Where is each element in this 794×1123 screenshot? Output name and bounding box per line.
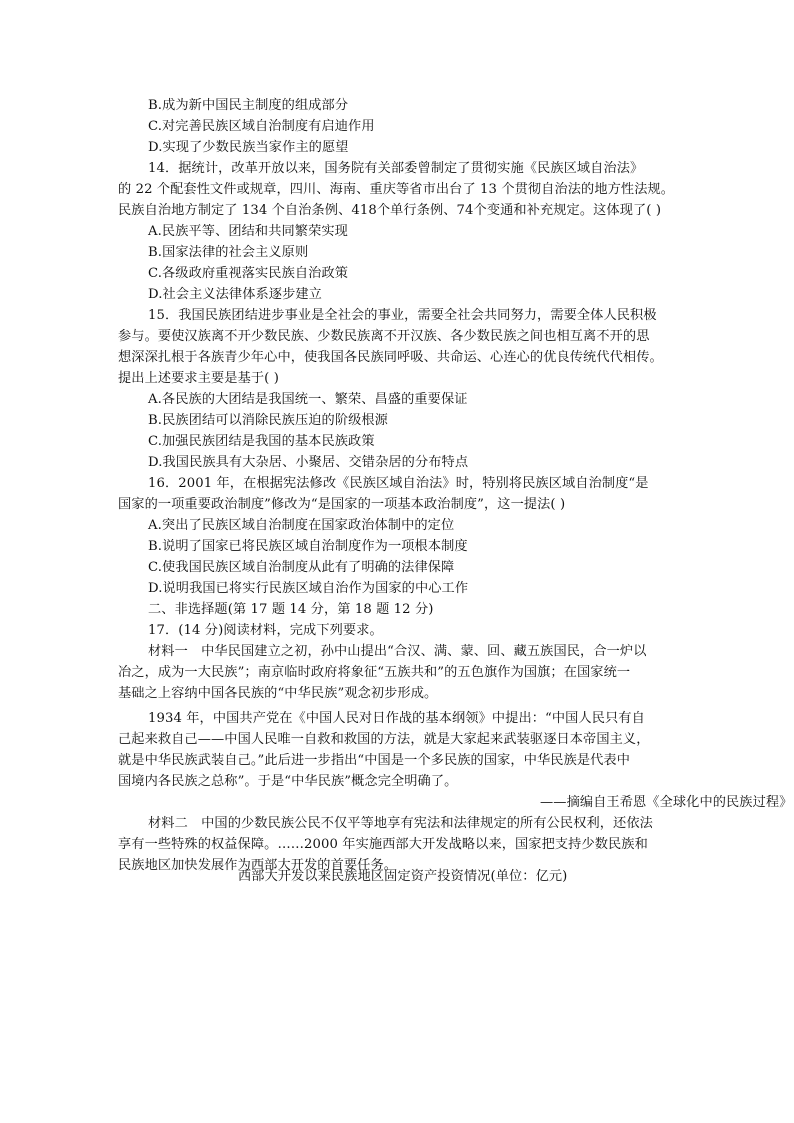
source-citation: ——摘编自王希恩《全球化中的民族过程》: [540, 795, 793, 810]
material-one-line: 1934 年，中国共产党在《中国人民对日作战的基本纲领》中提出：“中国人民只有自: [148, 711, 645, 726]
q16-stem-line: 16．2001 年，在根据宪法修改《民族区域自治法》时，特别将民族区域自治制度“是: [148, 476, 649, 491]
q15-stem-line: 提出上述要求主要是基于( ): [118, 371, 279, 386]
q13-option-c: C.对完善民族区域自治制度有启迪作用: [148, 119, 375, 134]
q16-option-b: B.说明了国家已将民族区域自治制度作为一项根本制度: [148, 539, 468, 554]
material-one-line: 基础之上容纳中国各民族的“中华民族”观念初步形成。: [118, 686, 438, 701]
material-one-line: 材料一 中华民国建立之初，孙中山提出“合汉、满、蒙、回、藏五族国民，合一炉以: [148, 644, 647, 659]
q14-option-c: C.各级政府重视落实民族自治政策: [148, 266, 349, 281]
q15-option-d: D.我国民族具有大杂居、小聚居、交错杂居的分布特点: [148, 455, 469, 470]
q15-option-c: C.加强民族团结是我国的基本民族政策: [148, 434, 375, 449]
q16-option-d: D.说明我国已将实行民族区域自治作为国家的中心工作: [148, 581, 469, 596]
q14-option-b: B.国家法律的社会主义原则: [148, 245, 309, 260]
material-one-line: 己起来救自己——中国人民唯一自救和救国的方法，就是大家起来武装驱逐日本帝国主义，: [118, 732, 650, 747]
q14-stem-line: 的 22 个配套性文件或规章，四川、海南、重庆等省市出台了 13 个贯彻自治法的地方性法规。: [118, 182, 675, 197]
q17-stem: 17．(14 分)阅读材料，完成下列要求。: [148, 623, 383, 638]
q15-option-b: B.民族团结可以消除民族压迫的阶级根源: [148, 413, 388, 428]
q15-stem-line: 15．我国民族团结进步事业是全社会的事业，需要全社会共同努力，需要全体人民积极: [148, 308, 657, 323]
material-two-line: 材料二 中国的少数民族公民不仅平等地享有宪法和法律规定的所有公民权利，还依法: [148, 816, 653, 831]
q15-stem-line: 参与。要使汉族离不开少数民族、少数民族离不开汉族、各少数民族之间也相互离不开的思: [118, 329, 650, 344]
q13-option-d: D.实现了少数民族当家作主的愿望: [148, 140, 349, 155]
section-heading: 二、非选择题(第 17 题 14 分，第 18 题 12 分): [148, 602, 434, 617]
material-one-line: 国境内各民族之总称”。于是“中华民族”概念完全明确了。: [118, 774, 458, 789]
q16-option-a: A.突出了民族区域自治制度在国家政治体制中的定位: [148, 518, 455, 533]
q14-option-d: D.社会主义法律体系逐步建立: [148, 287, 322, 302]
q13-option-b: B.成为新中国民主制度的组成部分: [148, 98, 349, 113]
q14-option-a: A.民族平等、团结和共同繁荣实现: [148, 224, 348, 239]
q15-option-a: A.各民族的大团结是我国统一、繁荣、昌盛的重要保证: [148, 392, 468, 407]
material-one-line: 冶之，成为一大民族”；南京临时政府将象征“五族共和”的五色旗作为国旗；在国家统一: [118, 665, 631, 680]
material-two-line: 民族地区加快发展作为西部大开发的首要任务。: [118, 858, 398, 873]
q15-stem-line: 想深深扎根于各族青少年心中，使我国各民族同呼吸、共命运、心连心的优良传统代代相传。: [118, 350, 663, 365]
q14-stem-line: 14．据统计，改革开放以来，国务院有关部委曾制定了贯彻实施《民族区域自治法》: [148, 161, 644, 176]
table-caption: 西部大开发以来民族地区固定资产投资情况(单位：亿元): [238, 869, 568, 884]
material-two-line: 享有一些特殊的权益保障。……2000 年实施西部大开发战略以来，国家把支持少数民族和: [118, 837, 648, 852]
q14-stem-line: 民族自治地方制定了 134 个自治条例、418个单行条例、74个变通和补充规定。这体现了( ): [118, 203, 662, 218]
material-one-line: 就是中华民族武装自己。”此后进一步指出“中国是一个多民族的国家，中华民族是代表中: [118, 753, 631, 768]
q16-option-c: C.使我国民族区域自治制度从此有了明确的法律保障: [148, 560, 455, 575]
q16-stem-line: 国家的一项重要政治制度”修改为“是国家的一项基本政治制度”，这一提法( ): [118, 497, 566, 512]
